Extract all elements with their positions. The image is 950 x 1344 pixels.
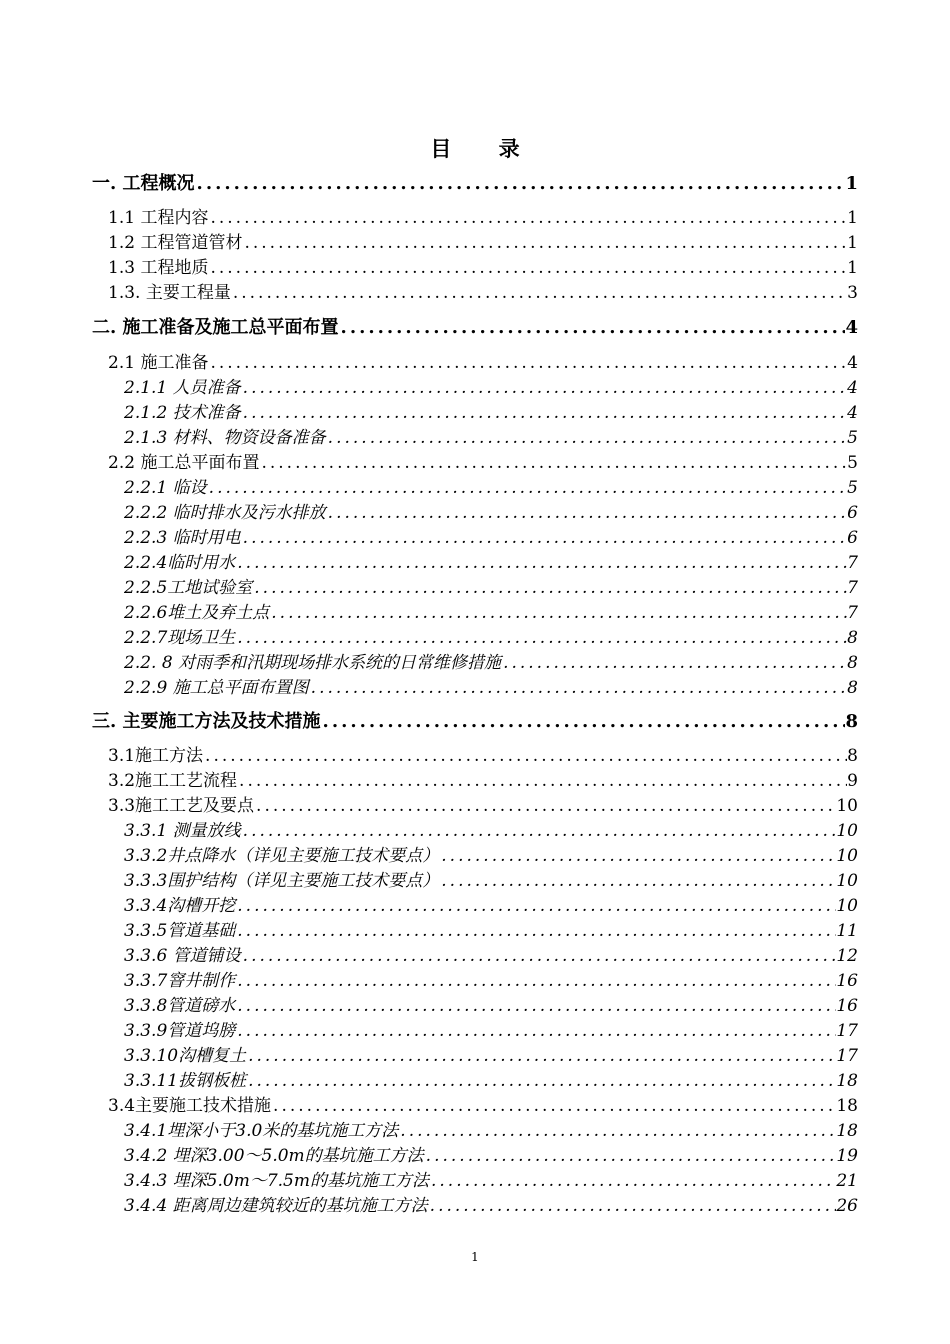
toc-leader-dots — [235, 628, 847, 648]
toc-leader-dots — [326, 428, 848, 448]
toc-entry-label: 3.3施工工艺及要点 — [108, 796, 255, 816]
toc-entry-label: 3.3.1 测量放线 — [124, 821, 241, 841]
toc-entry-label: 2.2.6堆土及弃土点 — [124, 603, 270, 623]
toc-entry-label: 三. 主要施工方法及技术措施 — [92, 711, 321, 732]
toc-entry[interactable] — [124, 598, 858, 623]
toc-entry[interactable] — [108, 228, 858, 253]
toc-entry[interactable] — [124, 1016, 858, 1041]
toc-leader-dots — [231, 283, 847, 303]
toc-entry-page: 17 — [836, 1021, 858, 1041]
toc-entry-page: 5 — [847, 428, 858, 448]
toc-entry[interactable] — [124, 523, 858, 548]
toc-entry-label: 3.3.3围护结构（详见主要施工技术要点） — [124, 871, 440, 891]
toc-leader-dots — [208, 208, 847, 228]
toc-entry-page: 1 — [847, 258, 858, 278]
toc-entry[interactable] — [124, 673, 858, 698]
toc-leader-dots — [241, 528, 848, 548]
toc-entry[interactable] — [108, 791, 858, 816]
toc-entry-label: 2.2.9 施工总平面布置图 — [124, 678, 309, 698]
toc-entry[interactable] — [124, 866, 858, 891]
toc-entry-page: 10 — [836, 871, 858, 891]
toc-entry[interactable] — [108, 1091, 858, 1116]
toc-leader-dots — [321, 711, 846, 732]
toc-entry-label: 3.3.6 管道铺设 — [124, 946, 241, 966]
toc-entry-label: 3.3.11拔钢板桩 — [124, 1071, 247, 1091]
toc-entry-page: 10 — [836, 896, 858, 916]
toc-entry-page: 7 — [847, 553, 858, 573]
toc-leader-dots — [501, 653, 847, 673]
toc-entry-page: 6 — [847, 503, 858, 523]
toc-leader-dots — [235, 896, 836, 916]
toc-entry[interactable] — [108, 741, 858, 766]
toc-entry-label: 2.2. 8 对雨季和汛期现场排水系统的日常维修措施 — [124, 653, 502, 673]
toc-entry-page: 7 — [847, 578, 858, 598]
toc-leader-dots — [235, 921, 836, 941]
toc-title: 目 录 — [430, 136, 540, 161]
toc-entry-label: 3.3.8管道磅水 — [124, 996, 236, 1016]
toc-entry[interactable] — [124, 423, 858, 448]
toc-leader-dots — [254, 796, 836, 816]
toc-entry-page: 6 — [847, 528, 858, 548]
toc-entry-page: 5 — [847, 453, 858, 473]
toc-entry-page: 16 — [836, 971, 858, 991]
toc-leader-dots — [326, 503, 848, 523]
toc-entry-label: 1.3. 主要工程量 — [108, 283, 231, 303]
toc-entry[interactable] — [108, 278, 858, 303]
toc-entry[interactable] — [124, 1141, 858, 1166]
toc-entry-label: 2.1 施工准备 — [108, 353, 209, 373]
toc-entry[interactable] — [124, 1191, 858, 1216]
toc-leader-dots — [309, 678, 848, 698]
toc-leader-dots — [429, 1171, 836, 1191]
toc-entry-page: 4 — [845, 317, 858, 338]
toc-entry-page: 8 — [847, 653, 858, 673]
toc-entry[interactable] — [124, 623, 858, 648]
toc-entry-page: 16 — [836, 996, 858, 1016]
toc-leader-dots — [203, 746, 847, 766]
toc-entry-page: 5 — [847, 478, 858, 498]
toc-entry-page: 19 — [836, 1146, 858, 1166]
toc-entry[interactable] — [124, 816, 858, 841]
toc-entry-page: 4 — [847, 403, 858, 423]
toc-entry-label: 3.3.10沟槽复土 — [124, 1046, 247, 1066]
toc-leader-dots — [439, 871, 836, 891]
toc-leader-dots — [235, 996, 836, 1016]
toc-entry-page: 3 — [847, 283, 858, 303]
toc-entry-page: 18 — [836, 1121, 858, 1141]
toc-leader-dots — [235, 971, 836, 991]
toc-entry-page: 8 — [847, 746, 858, 766]
toc-entry[interactable] — [124, 1116, 858, 1141]
toc-leader-dots — [195, 173, 846, 194]
toc-entry-page: 10 — [836, 846, 858, 866]
toc-entry-label: 二. 施工准备及施工总平面布置 — [92, 317, 339, 338]
toc-leader-dots — [439, 846, 836, 866]
toc-entry-page: 7 — [847, 603, 858, 623]
toc-entry-label: 2.2.4临时用水 — [124, 553, 236, 573]
toc-entry[interactable] — [108, 203, 858, 228]
toc-leader-dots — [241, 946, 837, 966]
toc-entry-page: 8 — [847, 628, 858, 648]
toc-entry[interactable] — [92, 313, 858, 339]
toc-entry-label: 3.3.4沟槽开挖 — [124, 896, 236, 916]
toc-entry[interactable] — [124, 573, 858, 598]
toc-leader-dots — [428, 1196, 837, 1216]
toc-leader-dots — [242, 233, 847, 253]
toc-entry-page: 9 — [847, 771, 858, 791]
toc-entry-label: 2.2 施工总平面布置 — [108, 453, 260, 473]
toc-entry[interactable] — [92, 169, 858, 195]
toc-entry-label: 3.3.2井点降水（详见主要施工技术要点） — [124, 846, 440, 866]
toc-leader-dots — [241, 821, 837, 841]
toc-entry[interactable] — [124, 991, 858, 1016]
toc-entry-page: 4 — [847, 353, 858, 373]
toc-entry-label: 3.4主要施工技术措施 — [108, 1096, 272, 1116]
toc-entry[interactable] — [124, 373, 858, 398]
toc-leader-dots — [207, 478, 848, 498]
toc-entry-page: 10 — [836, 821, 858, 841]
toc-leader-dots — [424, 1146, 837, 1166]
toc-entry-page: 1 — [847, 233, 858, 253]
toc-entry-label: 3.3.5管道基础 — [124, 921, 236, 941]
toc-leader-dots — [237, 771, 847, 791]
toc-entry-page: 1 — [847, 208, 858, 228]
toc-entry[interactable] — [124, 966, 858, 991]
toc-entry[interactable] — [124, 648, 858, 673]
toc-entry-page: 17 — [836, 1046, 858, 1066]
toc-leader-dots — [208, 353, 847, 373]
toc-entry-page: 11 — [836, 921, 858, 941]
toc-entry[interactable] — [108, 448, 858, 473]
toc-leader-dots — [339, 317, 846, 338]
toc-entry[interactable] — [124, 941, 858, 966]
toc-entry-label: 2.1.3 材料、物资设备准备 — [124, 428, 326, 448]
footer-page-number: 1 — [471, 1250, 479, 1264]
toc-entry-label: 2.2.3 临时用电 — [124, 528, 241, 548]
toc-entry[interactable] — [124, 1066, 858, 1091]
toc-entry-label: 3.4.4 距离周边建筑较近的基坑施工方法 — [124, 1196, 428, 1216]
toc-leader-dots — [252, 578, 847, 598]
toc-leader-dots — [271, 1096, 836, 1116]
toc-entry-label: 3.4.2 埋深3.00～5.0m的基坑施工方法 — [124, 1146, 424, 1166]
toc-leader-dots — [246, 1046, 836, 1066]
toc-entry-label: 3.4.3 埋深5.0m～7.5m的基坑施工方法 — [124, 1171, 429, 1191]
toc-entry-label: 1.2 工程管道管材 — [108, 233, 243, 253]
toc-entry[interactable] — [108, 766, 858, 791]
toc-entry-label: 2.2.1 临设 — [124, 478, 207, 498]
toc-entry-label: 2.1.1 人员准备 — [124, 378, 241, 398]
toc-entry-label: 2.2.2 临时排水及污水排放 — [124, 503, 326, 523]
toc-leader-dots — [208, 258, 847, 278]
toc-entry-label: 2.1.2 技术准备 — [124, 403, 241, 423]
toc-entry[interactable] — [92, 707, 858, 733]
toc-entry-page: 18 — [836, 1071, 858, 1091]
toc-leader-dots — [398, 1121, 836, 1141]
toc-entry[interactable] — [124, 1041, 858, 1066]
toc-entry-label: 3.3.9管道坞膀 — [124, 1021, 236, 1041]
toc-entry-page: 4 — [847, 378, 858, 398]
toc-entry[interactable] — [124, 473, 858, 498]
toc-leader-dots — [235, 553, 847, 573]
toc-entry[interactable] — [108, 348, 858, 373]
toc-entry-label: 2.2.5工地试验室 — [124, 578, 253, 598]
toc-entry[interactable] — [108, 253, 858, 278]
toc-entry-label: 1.3 工程地质 — [108, 258, 209, 278]
toc-leader-dots — [246, 1071, 836, 1091]
toc-entry-label: 3.1施工方法 — [108, 746, 204, 766]
toc-entry[interactable] — [124, 498, 858, 523]
toc-entry-label: 3.4.1埋深小于3.0米的基坑施工方法 — [124, 1121, 399, 1141]
toc-entry-page: 21 — [836, 1171, 858, 1191]
toc-leader-dots — [241, 378, 848, 398]
toc-leader-dots — [259, 453, 847, 473]
toc-entry-label: 2.2.7现场卫生 — [124, 628, 236, 648]
toc-entry-label: 3.3.7窨井制作 — [124, 971, 236, 991]
toc-entry-page: 10 — [836, 796, 858, 816]
toc-entry-page: 12 — [836, 946, 858, 966]
toc-entry-page: 8 — [845, 711, 858, 732]
toc-entry[interactable] — [124, 916, 858, 941]
toc-entry-page: 8 — [847, 678, 858, 698]
toc-entry-label: 一. 工程概况 — [92, 173, 195, 194]
toc-entry-page: 26 — [836, 1196, 858, 1216]
toc-leader-dots — [235, 1021, 836, 1041]
toc-entry[interactable] — [124, 891, 858, 916]
toc-entry[interactable] — [124, 398, 858, 423]
toc-leader-dots — [241, 403, 848, 423]
toc-entry-page: 18 — [836, 1096, 858, 1116]
toc-entry-page: 1 — [845, 173, 858, 194]
toc-entry[interactable] — [124, 1166, 858, 1191]
toc-entry-label: 1.1 工程内容 — [108, 208, 209, 228]
toc-entry[interactable] — [124, 548, 858, 573]
toc-leader-dots — [269, 603, 847, 623]
toc-entry[interactable] — [124, 841, 858, 866]
toc-entry-label: 3.2施工工艺流程 — [108, 771, 238, 791]
